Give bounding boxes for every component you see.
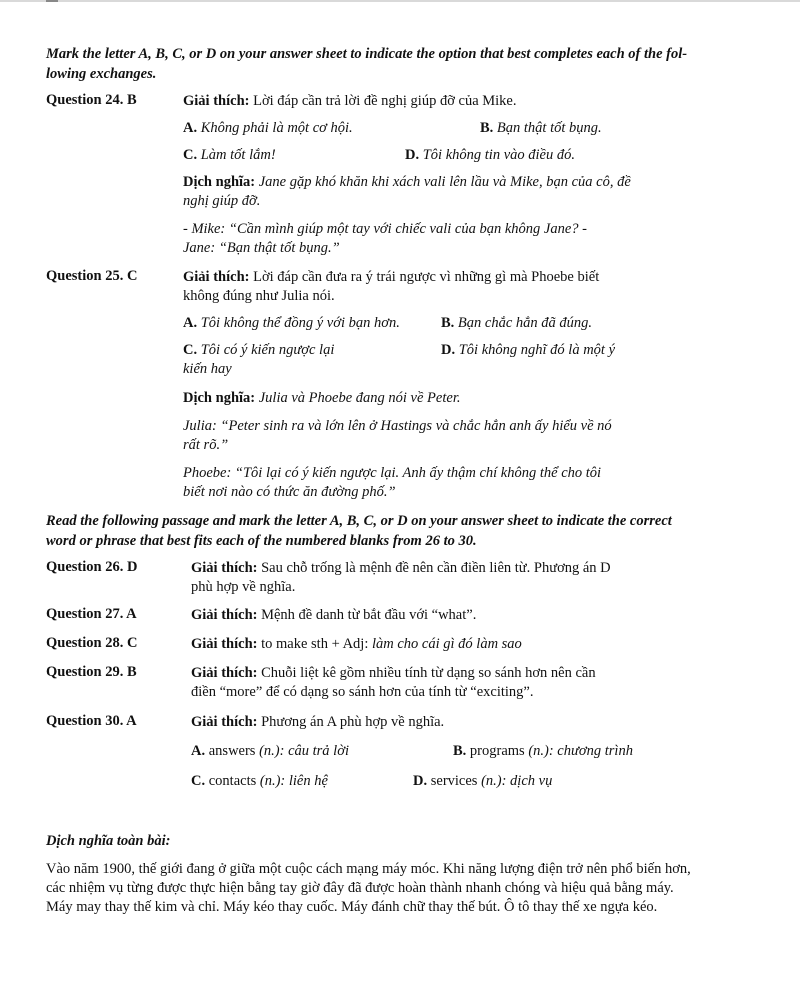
dialog-line: Phoebe: “Tôi lại có ý kiến ngược lại. Anh ấy thậm chí không thể cho tôi xyxy=(183,465,602,481)
options-row xyxy=(183,314,756,333)
options-row xyxy=(191,742,756,761)
question-30 xyxy=(46,713,756,791)
instruction-line: word or phrase that best fits each of the numbered blanks from 26 to 30. xyxy=(46,533,477,549)
document-page xyxy=(46,44,756,917)
explanation-text: điền “more” để có dạng so sánh hơn của tính từ “exciting”. xyxy=(191,684,534,700)
option-letter: A. xyxy=(191,743,206,759)
option-letter: A. xyxy=(183,120,198,136)
page-top-border xyxy=(0,0,800,2)
explanation-heading: Giải thích: xyxy=(183,93,250,109)
option-letter: D. xyxy=(441,342,456,358)
instruction-line: lowing exchanges. xyxy=(46,66,157,82)
option-word: answers xyxy=(205,743,260,759)
explanation-italic: làm cho cái gì đó làm sao xyxy=(371,636,522,652)
option-letter: A. xyxy=(183,315,198,331)
option-text: Bạn chắc hẳn đã đúng. xyxy=(454,315,593,331)
explanation-text: phù hợp về nghĩa. xyxy=(191,579,296,595)
explanation-text: Mệnh đề danh từ bắt đầu với “what”. xyxy=(257,607,477,623)
option-meaning: (n.): dịch vụ xyxy=(481,773,553,789)
instruction-line: Read the following passage and mark the letter A, B, C, or D on your answer sheet to indicate the correct xyxy=(46,513,672,529)
explanation-text: Lời đáp cần trả lời đề nghị giúp đỡ của Mike. xyxy=(249,93,517,109)
question-label: Question 24. B xyxy=(46,92,137,108)
explanation-text: không đúng như Julia nói. xyxy=(183,288,335,304)
question-26 xyxy=(46,559,756,597)
explanation-heading: Giải thích: xyxy=(191,665,258,681)
option-word: programs xyxy=(466,743,529,759)
question-label: Question 28. C xyxy=(46,635,138,651)
question-27 xyxy=(46,606,756,625)
option-meaning: (n.): câu trả lời xyxy=(259,743,349,759)
question-label: Question 27. A xyxy=(46,606,137,622)
explanation-text: Chuỗi liệt kê gồm nhiều tính từ dạng so sánh hơn nên cần xyxy=(257,665,596,681)
dialog-line: Jane: “Bạn thật tốt bụng.” xyxy=(183,240,340,256)
question-28 xyxy=(46,635,756,654)
options-row xyxy=(191,772,756,791)
options-row xyxy=(183,341,756,360)
translation-line: các nhiệm vụ từng được thực hiện bằng tay giờ đây đã được hoàn thành nhanh chóng và hiệu quả bằng máy. xyxy=(46,880,674,896)
question-label: Question 25. C xyxy=(46,268,138,284)
option-text: Bạn thật tốt bụng. xyxy=(493,120,602,136)
instruction-line: Mark the letter A, B, C, or D on your answer sheet to indicate the option that best completes each of the fol- xyxy=(46,46,688,62)
translation-paragraph xyxy=(46,860,756,917)
option-meaning: (n.): chương trình xyxy=(528,743,633,759)
explanation-heading: Giải thích: xyxy=(191,560,258,576)
option-text: Tôi không thể đồng ý với bạn hơn. xyxy=(197,315,400,331)
option-text: Làm tốt lắm! xyxy=(197,147,276,163)
translation-line: Máy may thay thế kim và chỉ. Máy kéo thay cuốc. Máy đánh chữ thay thế bút. Ô tô thay thế xe ngựa kéo. xyxy=(46,899,658,915)
option-letter: B. xyxy=(480,120,494,136)
option-text: Tôi có ý kiến ngược lại xyxy=(197,342,335,358)
option-letter: D. xyxy=(413,773,428,789)
explanation-text: Lời đáp cần đưa ra ý trái ngược vì những gì mà Phoebe biết xyxy=(249,269,600,285)
explanation-heading: Giải thích: xyxy=(191,714,258,730)
translation-heading: Dịch nghĩa toàn bài: xyxy=(46,833,171,849)
translation-line: Vào năm 1900, thế giới đang ở giữa một cuộc cách mạng máy móc. Khi năng lượng điện trở nên phổ biến hơn, xyxy=(46,861,691,877)
option-text: Tôi không tin vào điều đó. xyxy=(419,147,575,163)
question-25 xyxy=(46,268,756,502)
explanation-heading: Giải thích: xyxy=(191,607,258,623)
question-24 xyxy=(46,92,756,258)
question-label: Question 29. B xyxy=(46,664,137,680)
option-letter: C. xyxy=(183,342,198,358)
explanation-text: Phương án A phù hợp về nghĩa. xyxy=(257,714,445,730)
options-row xyxy=(183,119,756,138)
option-letter: C. xyxy=(191,773,206,789)
explanation-text: Sau chỗ trống là mệnh đề nên cần điền liên từ. Phương án D xyxy=(257,560,611,576)
dialog-line: rất rõ.” xyxy=(183,437,229,453)
explanation-text: to make sth + Adj: xyxy=(257,636,372,652)
option-letter: C. xyxy=(183,147,198,163)
option-text: Không phải là một cơ hội. xyxy=(197,120,353,136)
dialog-line: - Mike: “Cần mình giúp một tay với chiếc vali của bạn không Jane? - xyxy=(183,221,587,237)
page-top-mark xyxy=(46,0,58,2)
translation-heading: Dịch nghĩa: xyxy=(183,390,256,406)
translation-text: nghị giúp đỡ. xyxy=(183,193,261,209)
option-letter: B. xyxy=(441,315,455,331)
translation-text: Jane gặp khó khăn khi xách vali lên lầu và Mike, bạn của cô, đề xyxy=(255,174,631,190)
question-29 xyxy=(46,664,756,702)
section2-instruction xyxy=(46,511,756,551)
question-label: Question 26. D xyxy=(46,559,138,575)
dialog-line: biết nơi nào có thức ăn đường phố.” xyxy=(183,484,396,500)
question-label: Question 30. A xyxy=(46,713,137,729)
explanation-heading: Giải thích: xyxy=(191,636,258,652)
option-letter: D. xyxy=(405,147,420,163)
option-word: contacts xyxy=(205,773,260,789)
options-row xyxy=(183,146,756,165)
option-letter: B. xyxy=(453,743,467,759)
option-text: Tôi không nghĩ đó là một ý xyxy=(455,342,616,358)
explanation-heading: Giải thích: xyxy=(183,269,250,285)
section1-instruction xyxy=(46,44,756,84)
translation-heading: Dịch nghĩa: xyxy=(183,174,256,190)
option-meaning: (n.): liên hệ xyxy=(259,773,328,789)
dialog-line: Julia: “Peter sinh ra và lớn lên ở Hastings và chắc hẳn anh ấy hiểu về nó xyxy=(183,418,612,434)
option-word: services xyxy=(427,773,482,789)
translation-text: Julia và Phoebe đang nói về Peter. xyxy=(255,390,461,406)
option-text: kiến hay xyxy=(183,361,232,377)
